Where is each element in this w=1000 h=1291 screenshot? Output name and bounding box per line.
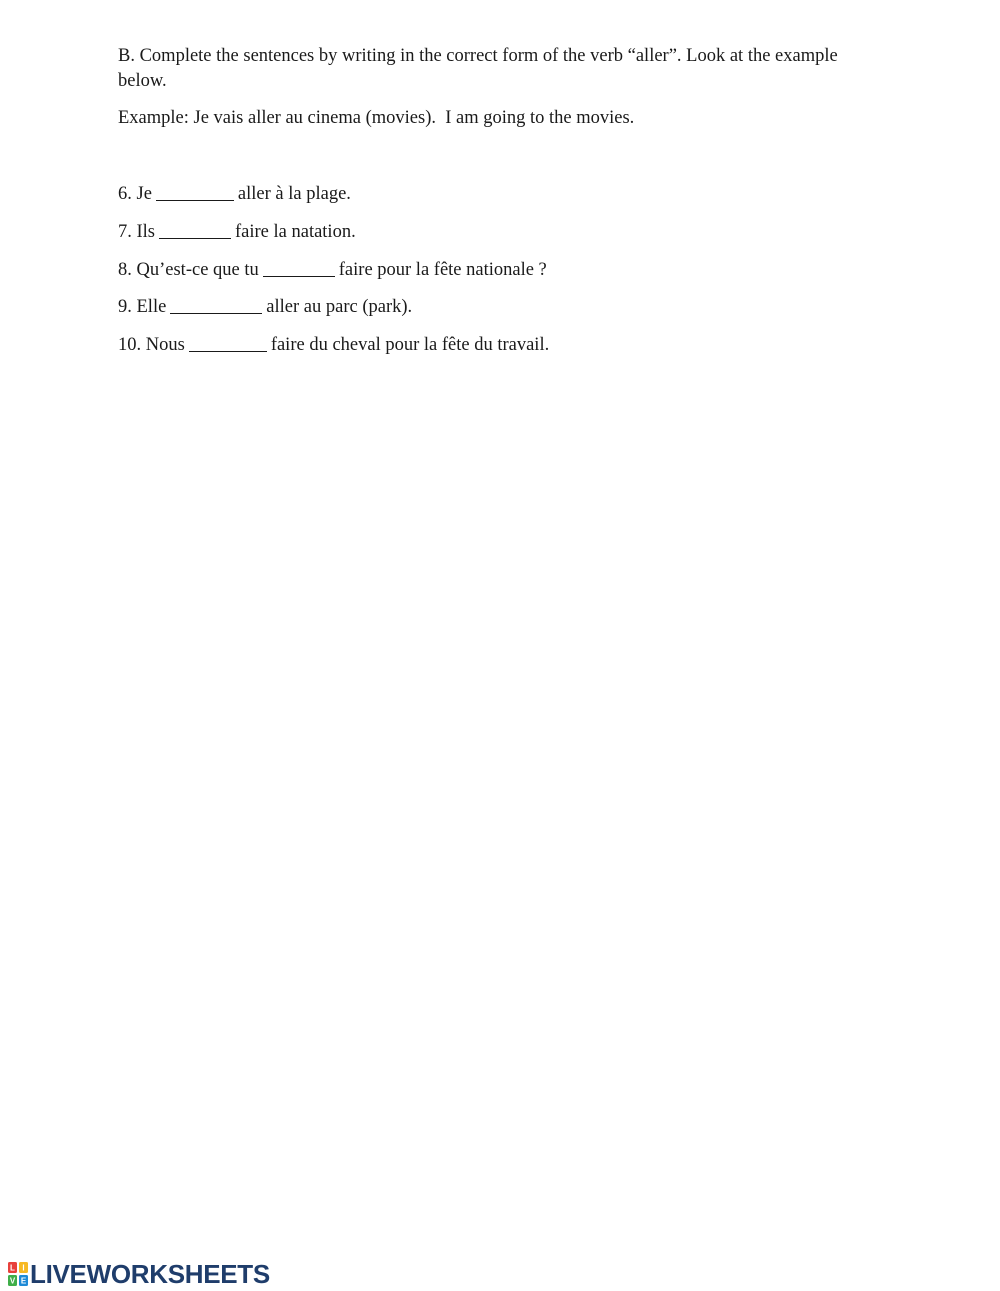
liveworksheets-logo-text: LIVEWORKSHEETS <box>30 1259 270 1289</box>
liveworksheets-mark-icon <box>8 1262 28 1286</box>
svg-text:L: L <box>10 1263 15 1273</box>
question-7-prefix: 7. Ils <box>118 221 155 242</box>
question-9-suffix: aller au parc (park). <box>266 297 413 318</box>
question-6 <box>118 181 549 206</box>
question-6-suffix: aller à la plage. <box>237 184 351 204</box>
question-8-blank[interactable] <box>263 259 335 277</box>
svg-text:I: I <box>22 1263 25 1273</box>
question-6-blank[interactable] <box>156 183 234 201</box>
question-9-prefix: 9. Elle <box>118 297 167 318</box>
question-8-suffix: faire pour la fête nationale ? <box>338 259 547 280</box>
question-10-suffix: faire du cheval pour la fête du travail. <box>270 335 550 355</box>
question-7-suffix: faire la natation. <box>235 221 356 242</box>
question-10-prefix: 10. Nous <box>118 335 185 355</box>
question-6-prefix: 6. Je <box>118 184 152 204</box>
svg-text:V: V <box>9 1276 16 1286</box>
question-list <box>118 181 549 370</box>
example-sentence: Example: Je vais aller au cinema (movies). I am going to the movies. <box>118 108 635 128</box>
question-9 <box>118 294 549 319</box>
question-8 <box>118 257 549 282</box>
question-9-blank[interactable] <box>170 296 262 314</box>
question-7 <box>118 219 549 244</box>
svg-text:E: E <box>20 1276 27 1286</box>
instructions-text: B. Complete the sentences by writing in the correct form of the verb “aller”. Look at the example below. <box>118 46 838 91</box>
question-7-blank[interactable] <box>159 221 231 239</box>
question-10-blank[interactable] <box>189 334 267 352</box>
question-10 <box>118 332 549 357</box>
liveworksheets-logo <box>8 1260 270 1288</box>
question-8-prefix: 8. Qu’est-ce que tu <box>118 259 259 280</box>
